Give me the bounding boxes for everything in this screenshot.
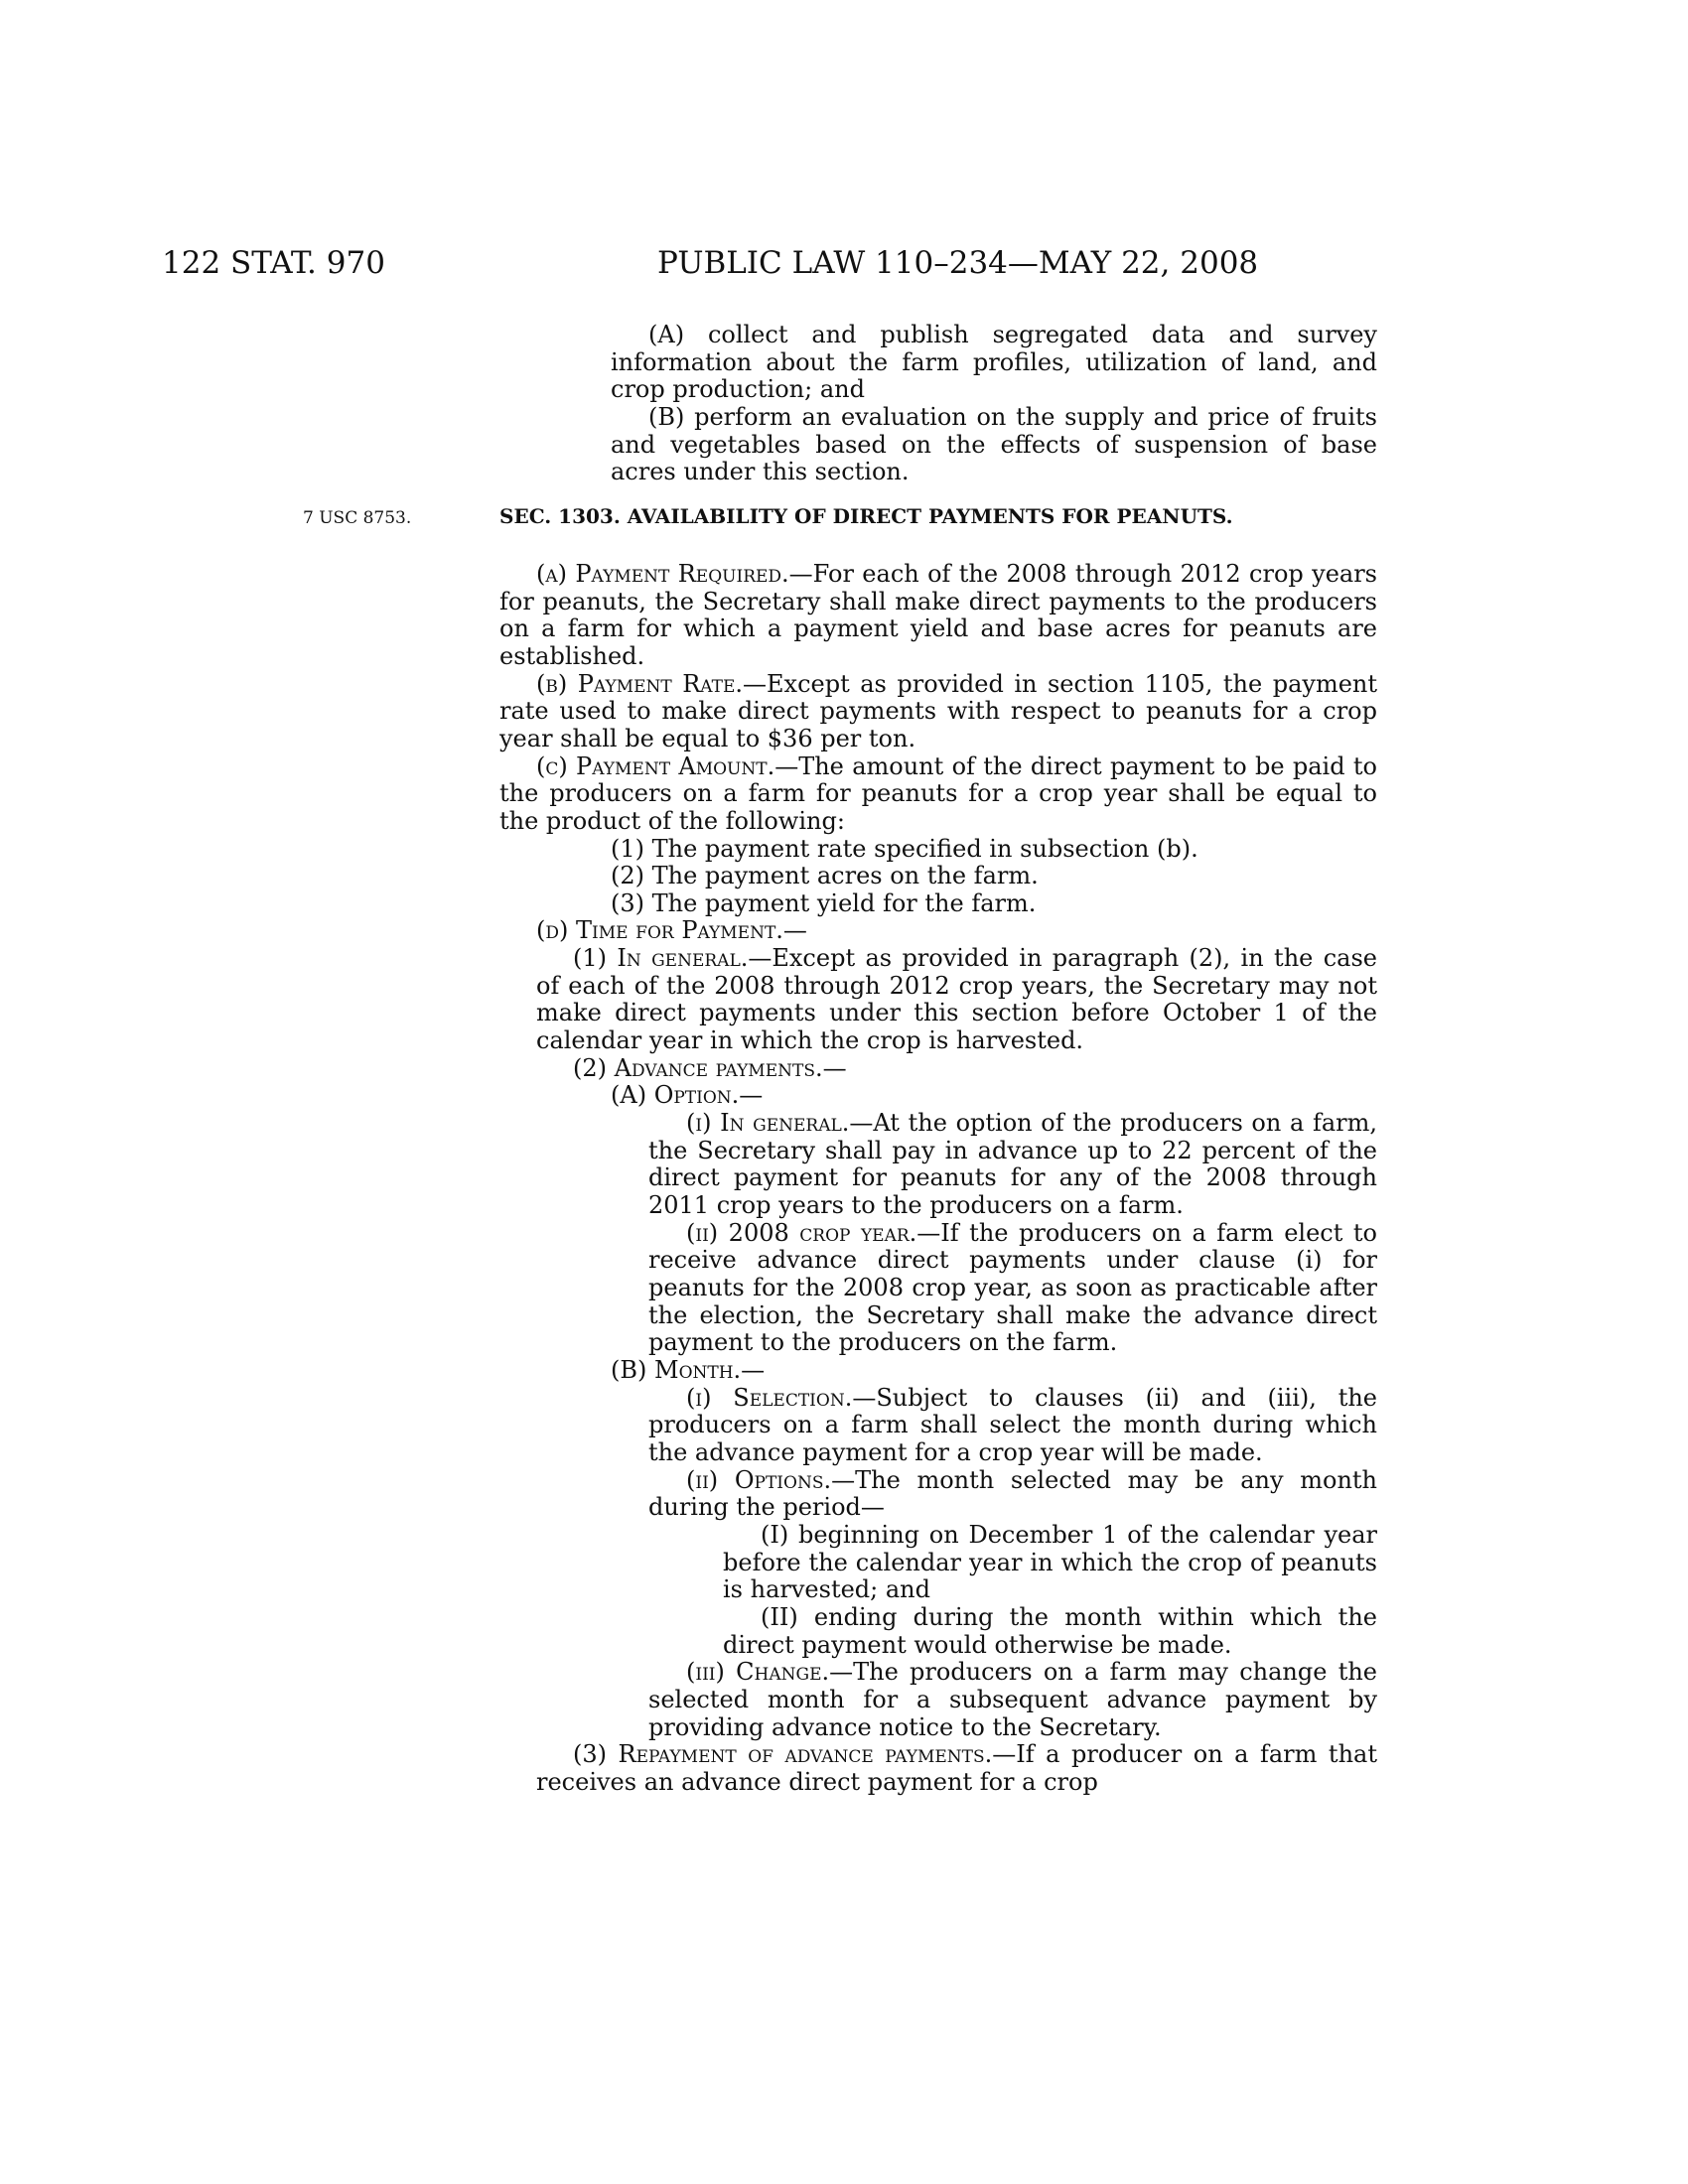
margin-note: 7 USC 8753. — [303, 508, 412, 528]
subclause-II: (II) ending during the month within which the direct payment would otherwise be made. — [723, 1602, 1377, 1659]
document-body — [499, 322, 1377, 1796]
clause-A-i — [499, 1110, 1377, 1220]
subclause-I: (I) beginning on December 1 of the calendar year before the calendar year in which the crop of peanuts is harvested; and — [723, 1520, 1377, 1604]
paragraph-d1-text: —Except as provided in paragraph (2), in the case of each of the 2008 through 2012 crop years, the Secretary may not make direct payments under this section before October 1 of the calendar year in which the crop is harvested. — [536, 944, 1377, 1055]
list-item: (1) The payment rate specified in subsection (b). — [611, 834, 1198, 863]
clause-A-i-head: (i) In general. — [686, 1109, 850, 1138]
page-running-header: PUBLIC LAW 110–234—MAY 22, 2008 — [657, 245, 1259, 281]
clause-B-i-text: —Subject to clauses (ii) and (iii), the producers on a farm shall select the month during which the advance payment for a crop year will be made. — [648, 1383, 1377, 1466]
page-stat-reference: 122 STAT. 970 — [162, 245, 385, 281]
subsection-c-head: (c) Payment Amount. — [536, 751, 775, 780]
subsection-a-head: (a) Payment Required. — [536, 559, 789, 588]
subsection-a — [499, 561, 1377, 671]
paragraph-d1-head: (1) In general. — [573, 944, 749, 973]
subsection-b-head: (b) Payment Rate. — [536, 669, 744, 698]
subsection-c-text: —The amount of the direct payment to be paid to the producers on a farm for peanuts for a crop year shall be equal to the product of the following: — [499, 751, 1377, 835]
clause-B-iii-head: (iii) Change. — [686, 1658, 830, 1687]
subparagraph-B-head: (B) Month.— — [611, 1355, 766, 1384]
clause-A-ii-head: (ii) 2008 crop year. — [686, 1218, 917, 1247]
paragraph-d3-head: (3) Repayment of advance payments. — [573, 1740, 993, 1769]
paragraph-d3 — [499, 1741, 1377, 1796]
preceding-text-block — [499, 322, 1377, 486]
clause-B-ii-text: —The month selected may be any month during the period— — [648, 1465, 1377, 1522]
paragraph-d1 — [499, 945, 1377, 1055]
clause-B-ii-head: (ii) Options. — [686, 1465, 832, 1494]
list-item: (2) The payment acres on the farm. — [611, 862, 1039, 890]
subsection-a-text: —For each of the 2008 through 2012 crop years for peanuts, the Secretary shall make direct payments to the producers on a farm for which a payment yield and base acres for peanuts are established. — [499, 559, 1377, 670]
clause-B-i — [499, 1385, 1377, 1467]
subsection-d-head: (d) Time for Payment.— — [536, 916, 807, 945]
clause-B-ii — [499, 1467, 1377, 1522]
paragraph-d2-head: (2) Advance payments.— — [573, 1053, 847, 1082]
clause-B-iii-text: —The producers on a farm may change the selected month for a subsequent advance payment by providing advance notice to the Secretary. — [648, 1658, 1377, 1741]
paragraph-d3-text: —If a producer on a farm that receives an advance direct payment for a crop — [536, 1740, 1377, 1796]
list-item: (3) The payment yield for the farm. — [611, 888, 1037, 917]
subsection-b-text: —Except as provided in section 1105, the payment rate used to make direct payments with respect to peanuts for a crop year shall be equal to $36 per ton. — [499, 669, 1378, 752]
clause-B-iii — [499, 1659, 1377, 1741]
section-heading: SEC. 1303. AVAILABILITY OF DIRECT PAYMENTS FOR PEANUTS. — [499, 504, 1233, 528]
clause-A-ii-text: —If the producers on a farm elect to receive advance direct payments under clause (i) for peanuts for the 2008 crop year, as soon as practicable after the election, the Secretary shall make the advance direct payment to the producers on the farm. — [648, 1218, 1377, 1357]
clause-B-i-head: (i) Selection. — [686, 1383, 853, 1412]
paragraph-A: (A) collect and publish segregated data and survey information about the farm profiles, utilization of land, and crop production; and — [611, 321, 1377, 404]
subsection-b — [499, 671, 1377, 753]
paragraph-B: (B) perform an evaluation on the supply and price of fruits and vegetables based on the effects of suspension of base acres under this section. — [611, 402, 1377, 486]
subparagraph-A-head: (A) Option.— — [611, 1081, 764, 1110]
subsection-c — [499, 753, 1377, 836]
clause-A-i-text: —At the option of the producers on a farm, the Secretary shall pay in advance up to 22 percent of the direct payment for peanuts for any of the 2008 through 2011 crop years to the producers on a farm. — [648, 1109, 1377, 1220]
clause-A-ii — [499, 1220, 1377, 1357]
